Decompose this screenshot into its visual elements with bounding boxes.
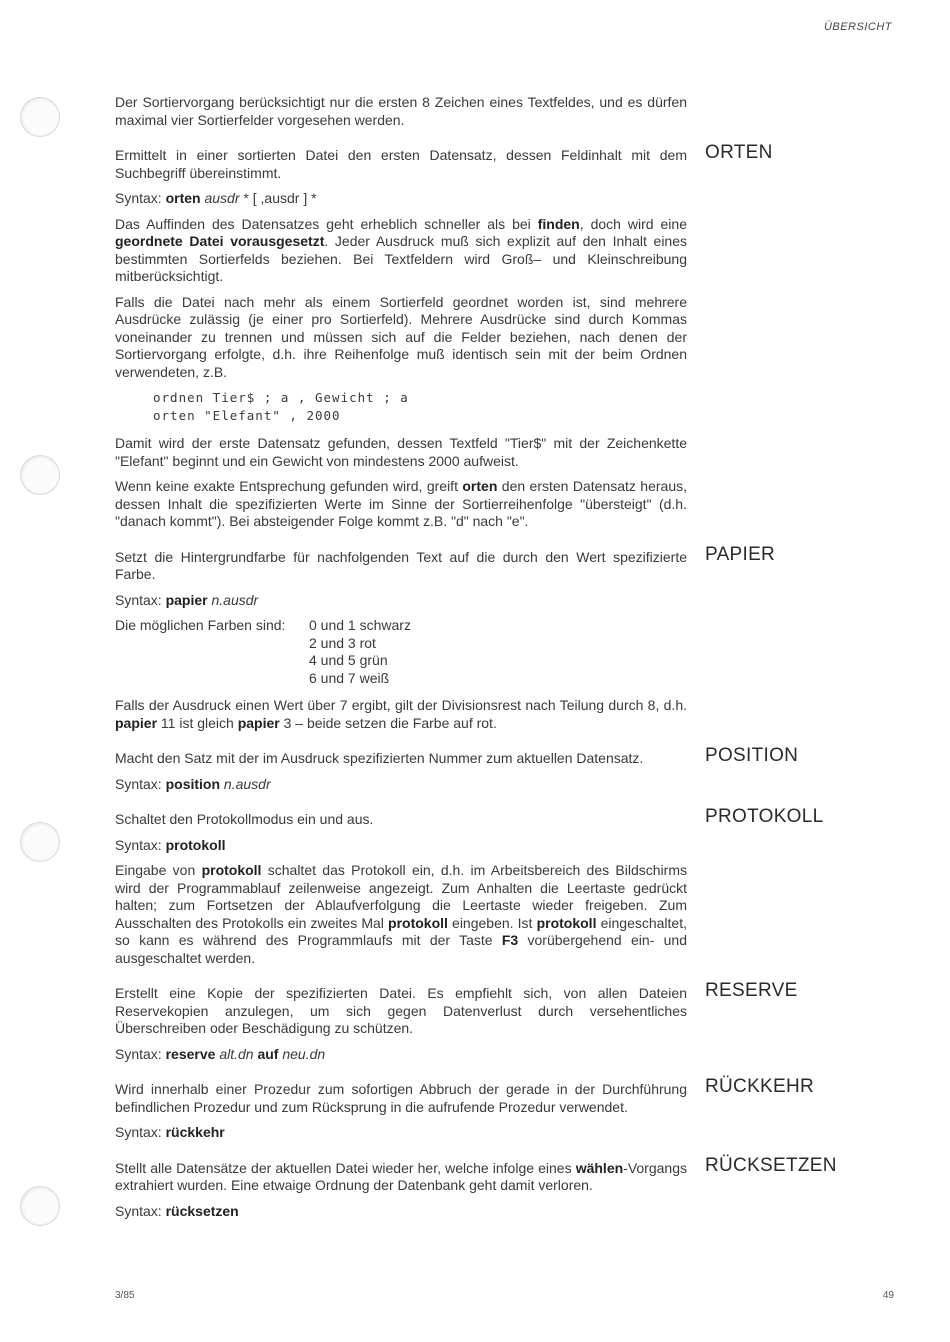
keyword: finden [537,215,580,232]
color-list [309,617,411,687]
text: Eingabe von [115,862,202,878]
term-heading: ORTEN [705,142,773,163]
paragraph [115,216,687,286]
syntax-label: Syntax: [115,1124,162,1140]
paragraph: Damit wird der erste Datensatz gefunden, dessen Textfeld "Tier$" mit der Zeichenkette "Elefant" beginnt und ein Gewicht von mindestens 2000 aufweist. [115,435,687,469]
main-text-column [115,94,837,1238]
entry-description [115,1160,687,1195]
keyword: protokoll [388,914,448,931]
color-item: 4 und 5 grün [309,652,388,668]
syntax-keyword: papier [165,591,208,608]
text: eingeben. Ist [447,914,537,931]
text: eingeschaltet, so kann es während des Programmlaufs mit der Taste [115,914,687,948]
keyword: geordnete Datei vorausgesetzt [115,233,325,249]
term-heading: PROTOKOLL [705,806,824,827]
syntax-line [115,1203,687,1221]
intro-paragraph: Der Sortiervorgang berücksichtigt nur die ersten 8 Zeichen eines Textfeldes, und es dürfen maximal vier Sortierfelder vorgesehen werden. [115,94,687,128]
entry-protokoll [115,806,824,967]
syntax-keyword: rückkehr [165,1124,225,1140]
text: den ersten Datensatz heraus, dessen Inhalt die spezifizierten Werte im Sinne der Sortierreihenfolge "übersteigt" (d.h. "danach kommt"). Bei absteigender Folge kommt z.B. "d" nach "e". [115,478,688,529]
text: Das Auffinden des Datensatzes geht erheblich schneller als bei [115,215,538,232]
color-item: 0 und 1 schwarz [309,617,411,633]
syntax-label: Syntax: [115,190,162,206]
paragraph [115,478,687,531]
syntax-keyword: orten [165,190,201,206]
syntax-keyword: rücksetzen [165,1202,239,1219]
footer-date: 3/85 [115,1290,135,1301]
entry-description: Erstellt eine Kopie der spezifizierten Datei. Es empfiehlt sich, von allen Dateien Reservekopien anzulegen, um sich gegen Datenverlust durch versehentliches Überschreiben oder Beschädigung zu schützen. [115,985,687,1036]
entry-description: Setzt die Hintergrundfarbe für nachfolgenden Text auf die durch den Wert spezifizierte Farbe. [115,548,687,582]
syntax-argument: ausdr [204,190,240,206]
syntax-argument: n.ausdr [223,775,271,792]
syntax-argument: n.ausdr [211,591,259,608]
term-heading: RESERVE [705,980,798,1001]
entry-reserve [115,980,798,1063]
keyword: protokoll [536,914,597,931]
syntax-line [115,592,687,610]
syntax-line [115,1124,687,1142]
syntax-keyword: reserve [165,1045,216,1062]
entry-ruecksetzen [115,1154,837,1221]
text: vorübergehend ein- und ausgeschaltet werden. [115,932,687,966]
syntax-argument: neu.dn [282,1045,326,1062]
keyword: papier [115,714,158,731]
syntax-line [115,837,687,855]
entry-description: Schaltet den Protokollmodus ein und aus. [115,811,374,827]
text: Stellt alle Datensätze der aktuellen Datei wieder her, welche infolge eines [115,1159,576,1176]
text: schaltet das Protokoll ein, d.h. im Arbeitsbereich des Bildschirms wird der Programmablauf zeilenweise angezeigt. Zum Anhalten die Leertaste gedrückt halten; zum Fortsetzen der Ablaufverfolgung die Leertaste wieder freigeben. Zum Ausschalten des Protokolls ein zweites Mal [115,862,687,931]
keyword: papier [237,714,280,731]
color-item: 6 und 7 weiß [309,669,390,686]
syntax-line [115,1046,687,1064]
syntax-line [115,190,687,208]
punch-hole [20,822,60,862]
syntax-repeat: * [ ,ausdr ] * [239,190,317,206]
term-heading: PAPIER [705,543,776,565]
syntax-label: Syntax: [115,836,162,853]
keyword: wählen [575,1159,624,1176]
syntax-label: Syntax: [115,1045,162,1062]
syntax-argument: alt.dn [219,1045,254,1062]
text: -Vorgangs extrahiert wurden. Eine etwaige Ordnung der Datenbank geht damit verloren. [115,1159,687,1193]
entry-papier [115,543,776,733]
syntax-keyword: position [165,775,221,792]
paragraph [115,697,687,732]
paragraph [115,862,687,967]
entry-orten [115,142,773,531]
color-table-label: Die möglichen Farben sind: [115,617,286,633]
syntax-keyword: auf [257,1045,279,1062]
page-number: 49 [882,1290,894,1301]
text: Falls der Ausdruck einen Wert über 7 ergibt, gilt der Divisionsrest nach Teilung durch 8, d.h. [115,697,687,713]
entry-rueckkehr [115,1076,815,1142]
text: Wenn keine exakte Entsprechung gefunden wird, greift [115,478,463,494]
text: , doch wird eine [579,215,687,232]
section-header: ÜBERSICHT [823,21,892,33]
term-heading: POSITION [705,745,799,766]
text: . Jeder Ausdruck muß sich explizit auf den Inhalt eines bestimmten Sortierfelds beziehen. Bei Textfeldern wird Groß– und Kleinschreibung mitberücksichtigt. [115,233,687,284]
punch-hole [20,97,60,137]
term-heading: RÜCKKEHR [705,1076,815,1097]
paragraph: Falls die Datei nach mehr als einem Sortierfeld geordnet worden ist, sind mehrere Ausdrücke zulässig (je einer pro Sortierfeld). Mehrere Ausdrücke sind durch Kommas voneinander zu trennen und müssen sich auf die Felder beziehen, nach denen der Sortiervorgang erfolgte, d.h. ihre Reihenfolge muß identisch sein mit der beim Ordnen verwendeten, z.B. [115,293,687,380]
punch-hole [20,455,60,495]
color-table [115,617,687,687]
syntax-label: Syntax: [115,775,162,792]
keyword: orten [462,478,498,494]
keyword: F3 [501,932,519,948]
syntax-keyword: protokoll [165,836,226,853]
code-line: orten "Elefant" , 2000 [153,408,341,423]
entry-description: Macht den Satz mit der im Ausdruck spezifizierten Nummer zum aktuellen Datensatz. [115,750,644,766]
intro-block [115,94,687,129]
text: 11 ist gleich [157,714,238,731]
syntax-line [115,776,687,794]
code-example [153,389,687,425]
entry-position [115,745,799,793]
punch-hole [20,1186,60,1226]
syntax-label: Syntax: [115,1202,162,1219]
entry-description: Ermittelt in einer sortierten Datei den ersten Datensatz, dessen Feldinhalt mit dem Suchbegriff übereinstimmt. [115,147,687,181]
text: 3 – beide setzen die Farbe auf rot. [279,714,497,731]
keyword: protokoll [201,862,262,878]
term-heading: RÜCKSETZEN [705,1154,837,1176]
code-line: ordnen Tier$ ; a , Gewicht ; a [153,390,409,405]
entry-description: Wird innerhalb einer Prozedur zum sofortigen Abbruch der gerade in der Durchführung befindlichen Prozedur und zum Rücksprung in die aufrufende Prozedur verwendet. [115,1081,687,1115]
color-item: 2 und 3 rot [309,634,376,651]
syntax-label: Syntax: [115,591,162,608]
